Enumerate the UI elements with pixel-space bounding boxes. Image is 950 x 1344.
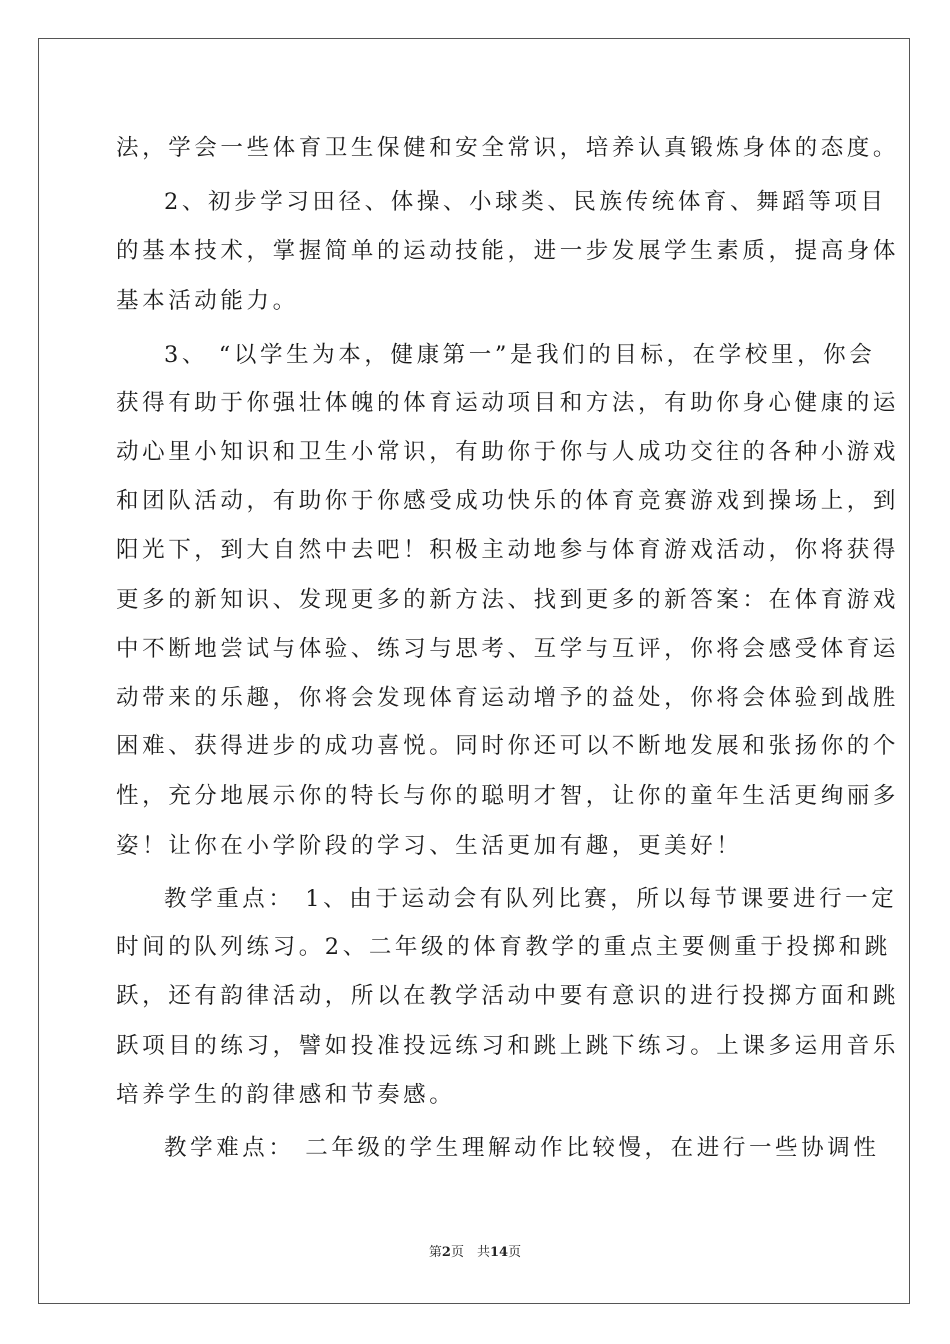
- text-line: 和团队活动，有助你于你感受成功快乐的体育竞赛游戏到操场上，到: [116, 488, 900, 514]
- text-line: 法，学会一些体育卫生保健和安全常识，培养认真锻炼身体的态度。: [116, 135, 900, 161]
- text-line: 获得有助于你强壮体魄的体育运动项目和方法，有助你身心健康的运: [116, 390, 900, 416]
- text-line: 跃项目的练习，譬如投准投远练习和跳上跳下练习。上课多运用音乐: [116, 1033, 900, 1059]
- text-line: 性，充分地展示你的特长与你的聪明才智，让你的童年生活更绚丽多: [116, 783, 900, 809]
- text-line: 培养学生的韵律感和节奏感。: [116, 1082, 456, 1108]
- text-line: 动心里小知识和卫生小常识，有助你于你与人成功交往的各种小游戏: [116, 439, 900, 465]
- text-line: 教学重点： 1、由于运动会有队列比赛，所以每节课要进行一定: [164, 886, 898, 912]
- text-line: 姿！让你在小学阶段的学习、生活更加有趣，更美好！: [116, 833, 743, 859]
- footer-page-prefix: 第: [428, 1245, 442, 1260]
- text-line: 中不断地尝试与体验、练习与思考、互学与互评，你将会感受体育运: [116, 636, 900, 662]
- text-line: 2、初步学习田径、体操、小球类、民族传统体育、舞蹈等项目: [164, 189, 887, 215]
- footer-page-mid: 页 共: [450, 1245, 490, 1260]
- text-line: 时间的队列练习。2、二年级的体育教学的重点主要侧重于投掷和跳: [116, 934, 891, 960]
- text-line: 更多的新知识、发现更多的新方法、找到更多的新答案：在体育游戏: [116, 587, 900, 613]
- text-line: 基本活动能力。: [116, 288, 299, 314]
- text-line: 动带来的乐趣，你将会发现体育运动增予的益处，你将会体验到战胜: [116, 685, 900, 711]
- page-footer: [0, 1244, 950, 1262]
- footer-page-number: 2: [441, 1245, 451, 1260]
- text-line: 3、 “以学生为本，健康第一”是我们的目标，在学校里，你会: [164, 342, 876, 368]
- text-line: 的基本技术，掌握简单的运动技能，进一步发展学生素质，提高身体: [116, 238, 900, 264]
- footer-page-suffix: 页: [508, 1245, 522, 1260]
- text-line: 阳光下，到大自然中去吧！积极主动地参与体育游戏活动，你将获得: [116, 537, 900, 563]
- footer-total-pages: 14: [489, 1245, 509, 1260]
- page-frame: [38, 38, 910, 1304]
- text-line: 困难、获得进步的成功喜悦。同时你还可以不断地发展和张扬你的个: [116, 733, 900, 759]
- text-line: 跃，还有韵律活动，所以在教学活动中要有意识的进行投掷方面和跳: [116, 983, 900, 1009]
- text-line: 教学难点： 二年级的学生理解动作比较慢，在进行一些协调性: [164, 1135, 880, 1161]
